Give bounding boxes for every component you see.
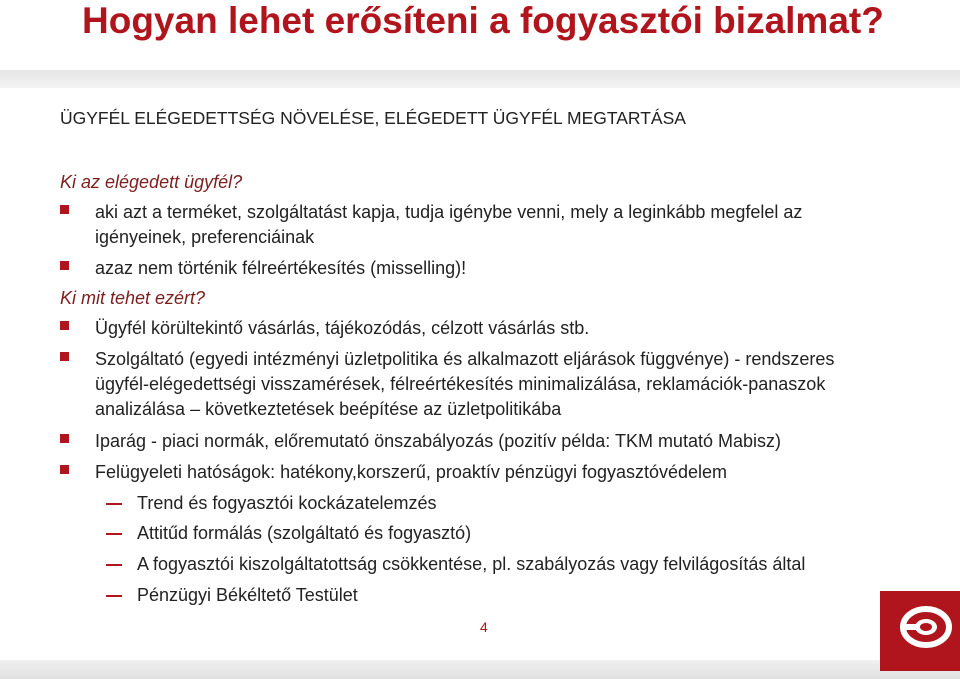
- institution-logo-icon: [880, 591, 960, 671]
- bullet-text-4b: ügyfél-elégedettségi visszamérések, félreértékesítés minimalizálása, reklamációk-panaszok: [95, 374, 826, 394]
- bullet-icon: [60, 261, 69, 270]
- bullet-text-4c: analizálása – következtetések beépítése az üzletpolitikába: [95, 399, 562, 419]
- page-number: 4: [480, 619, 488, 635]
- footer-bar: [0, 660, 960, 679]
- dash-icon: [106, 503, 122, 505]
- bullet-text-6: Felügyeleti hatóságok: hatékony,korszerű, proaktív pénzügyi fogyasztóvédelem: [95, 462, 728, 482]
- dash-icon: [106, 564, 122, 566]
- dash-icon: [106, 595, 122, 597]
- sub-bullet-1: Trend és fogyasztói kockázatelemzés: [137, 493, 437, 513]
- question-1: Ki az elégedett ügyfél?: [60, 172, 243, 192]
- bullet-text-5: Iparág - piaci normák, előremutató önszabályozás (pozitív példa: TKM mutató Mabisz): [95, 431, 781, 451]
- bullet-icon: [60, 465, 69, 474]
- sub-bullet-2: Attitűd formálás (szolgáltató és fogyasztó): [137, 523, 472, 543]
- bullet-icon: [60, 205, 69, 214]
- question-2: Ki mit tehet ezért?: [60, 288, 206, 308]
- slide-title: Hogyan lehet erősíteni a fogyasztói bizalmat?: [82, 0, 884, 41]
- sub-bullet-4: Pénzügyi Békéltető Testület: [137, 585, 358, 605]
- title-divider: [0, 70, 960, 88]
- section-heading: ÜGYFÉL ELÉGEDETTSÉG NÖVELÉSE, ELÉGEDETT ÜGYFÉL MEGTARTÁSA: [60, 108, 686, 128]
- sub-bullet-3: A fogyasztói kiszolgáltatottság csökkentése, pl. szabályozás vagy felvilágosítás által: [137, 554, 806, 574]
- bullet-icon: [60, 352, 69, 361]
- bullet-text-3: Ügyfél körültekintő vásárlás, tájékozódás, célzott vásárlás stb.: [95, 318, 590, 338]
- bullet-text-1b: igényeinek, preferenciáinak: [95, 227, 315, 247]
- bullet-text-1a: aki azt a terméket, szolgáltatást kapja, tudja igénybe venni, mely a leginkább megfelel az: [95, 202, 803, 222]
- bullet-icon: [60, 434, 69, 443]
- dash-icon: [106, 533, 122, 535]
- bullet-text-2: azaz nem történik félreértékesítés (misselling)!: [95, 258, 467, 278]
- bullet-icon: [60, 321, 69, 330]
- bullet-text-4a: Szolgáltató (egyedi intézményi üzletpolitika és alkalmazott eljárások függvénye) - rendszeres: [95, 349, 835, 369]
